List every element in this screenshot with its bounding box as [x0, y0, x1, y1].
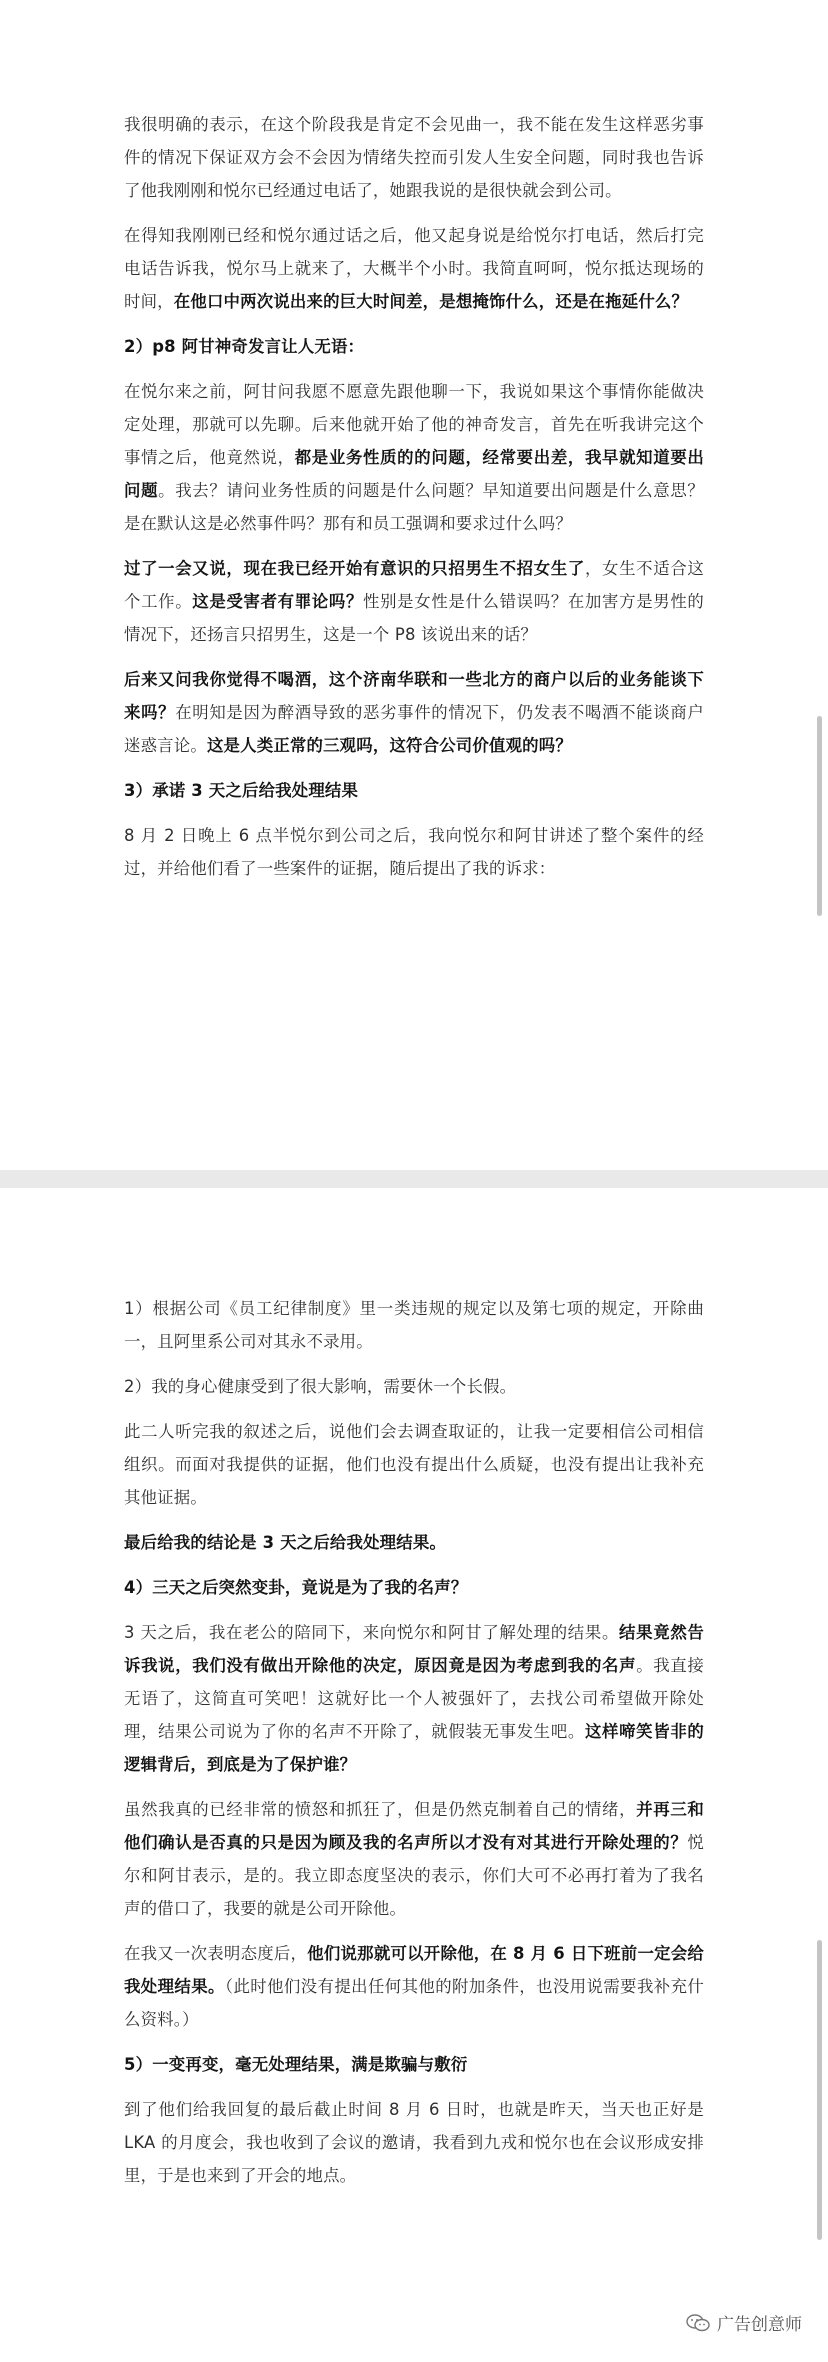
section-heading: [124, 2048, 704, 2081]
paragraph: [124, 1526, 704, 1559]
bold-text: 结果竟然告诉我说，我们没有做出开除他的决定，原因竟是因为考虑到我的名声: [124, 1623, 704, 1675]
section-heading: [124, 330, 704, 363]
bold-text: 过了一会又说，现在我已经开始有意识的只招男生不招女生了: [124, 559, 585, 578]
paragraph: [124, 552, 704, 651]
body-text: 到了他们给我回复的最后截止时间 8 月 6 日时，也就是昨天，当天也正好是 LKA 的月度会，我也收到了会议的邀请，我看到九戎和悦尔也在会议形成安排里，于是也来到了开会的地点。: [124, 2100, 704, 2185]
bold-text: 都是业务性质的的问题，经常要出差，我早就知道要出问题: [124, 448, 704, 500]
paragraph: [124, 219, 704, 318]
body-text: 。我直接无语了，这简直可笑吧！这就好比一个人被强奸了，去找公司希望做开除处理，结果公司说为了你的名声不开除了，就假装无事发生吧。: [124, 1656, 704, 1741]
bold-text: 他们说那就可以开除他，在 8 月 6 日下班前一定会给我处理结果。: [124, 1944, 704, 1996]
paragraph: [124, 375, 704, 540]
body-text: 在明知是因为醉酒导致的恶劣事件的情况下，仍发表不喝酒不能谈商户迷惑言论。: [124, 703, 704, 755]
body-text: 此二人听完我的叙述之后，说他们会去调查取证的，让我一定要相信公司相信组织。而面对我提供的证据，他们也没有提出什么质疑，也没有提出让我补充其他证据。: [124, 1422, 704, 1507]
body-text: 虽然我真的已经非常的愤怒和抓狂了，但是仍然克制着自己的情绪，: [124, 1800, 637, 1819]
body-text: 悦尔和阿甘表示，是的。我立即态度坚决的表示，你们大可不必再打着为了我名声的借口了，我要的就是公司开除他。: [124, 1833, 704, 1918]
wechat-icon: [686, 2314, 710, 2332]
body-text: 8 月 2 日晚上 6 点半悦尔到公司之后，我向悦尔和阿甘讲述了整个案件的经过，并给他们看了一些案件的证据，随后提出了我的诉求：: [124, 826, 704, 878]
body-text: （此时他们没有提出任何其他的附加条件，也没用说需要我补充什么资料。）: [124, 1977, 704, 2029]
body-text: ，女生不适合这个工作。: [124, 559, 704, 611]
paragraph: [124, 1415, 704, 1514]
paragraph: [124, 819, 704, 885]
bold-text: 3）承诺 3 天之后给我处理结果: [124, 781, 359, 800]
body-text: 在我又一次表明态度后，: [124, 1944, 308, 1963]
paragraph: [124, 1616, 704, 1781]
bold-text: 这样啼笑皆非的逻辑背后，到底是为了保护谁？: [124, 1722, 704, 1774]
paragraph: [124, 1793, 704, 1925]
paragraph: [124, 2093, 704, 2192]
paragraph: [124, 1292, 704, 1358]
paragraph: [124, 1370, 704, 1403]
body-text: 在悦尔来之前，阿甘问我愿不愿意先跟他聊一下，我说如果这个事情你能做决定处理，那就可以先聊。后来他就开始了他的神奇发言，首先在听我讲完这个事情之后，他竟然说，: [124, 382, 704, 467]
paragraph: [124, 663, 704, 762]
watermark: [686, 2310, 802, 2335]
body-text: 我很明确的表示，在这个阶段我是肯定不会见曲一，我不能在发生这样恶劣事件的情况下保证双方会不会因为情绪失控而引发人生安全问题，同时我也告诉了他我刚刚和悦尔已经通过电话了，她跟我说的是很快就会到公司。: [124, 115, 704, 200]
scrollbar-thumb[interactable]: [817, 1940, 822, 2240]
watermark-text: 广告创意师: [717, 2315, 802, 2335]
document-page-2: [0, 1188, 828, 2362]
section-heading: [124, 1571, 704, 1604]
body-text: 在得知我刚刚已经和悦尔通过话之后，他又起身说是给悦尔打电话，然后打完电话告诉我，悦尔马上就来了，大概半个小时。我简直呵呵，悦尔抵达现场的时间，: [124, 226, 704, 311]
bold-text: 2）p8 阿甘神奇发言让人无语：: [124, 337, 365, 356]
body-text: 。我去？请问业务性质的问题是什么问题？早知道要出问题是什么意思？是在默认这是必然事件吗？那有和员工强调和要求过什么吗？: [124, 481, 704, 533]
bold-text: 这是人类正常的三观吗，这符合公司价值观的吗？: [206, 736, 572, 755]
paragraph: [124, 1937, 704, 2036]
section-heading: [124, 774, 704, 807]
bold-text: 在他口中两次说出来的巨大时间差，是想掩饰什么，还是在拖延什么？: [173, 292, 689, 311]
bold-text: 最后给我的结论是 3 天之后给我处理结果。: [124, 1533, 447, 1552]
bold-text: 并再三和他们确认是否真的只是因为顾及我的名声所以才没有对其进行开除处理的？: [124, 1800, 704, 1852]
body-text: 1）根据公司《员工纪律制度》里一类违规的规定以及第七项的规定，开除曲一，且阿里系公司对其永不录用。: [124, 1299, 704, 1351]
body-text: 3 天之后，我在老公的陪同下，来向悦尔和阿甘了解处理的结果。: [124, 1623, 620, 1642]
paragraph: [124, 108, 704, 207]
body-text: 2）我的身心健康受到了很大影响，需要休一个长假。: [124, 1377, 517, 1396]
bold-text: 4）三天之后突然变卦，竟说是为了我的名声？: [124, 1578, 468, 1597]
bold-text: 后来又问我你觉得不喝酒，这个济南华联和一些北方的商户以后的业务能谈下来吗？: [124, 670, 704, 722]
body-text: 性别是女性是什么错误吗？在加害方是男性的情况下，还扬言只招男生，这是一个 P8 该说出来的话？: [124, 592, 705, 644]
bold-text: 这是受害者有罪论吗？: [192, 592, 364, 611]
document-page-1: [0, 0, 828, 1170]
scrollbar-thumb[interactable]: [817, 716, 822, 916]
bold-text: 5）一变再变，毫无处理结果，满是欺骗与敷衍: [124, 2055, 468, 2074]
